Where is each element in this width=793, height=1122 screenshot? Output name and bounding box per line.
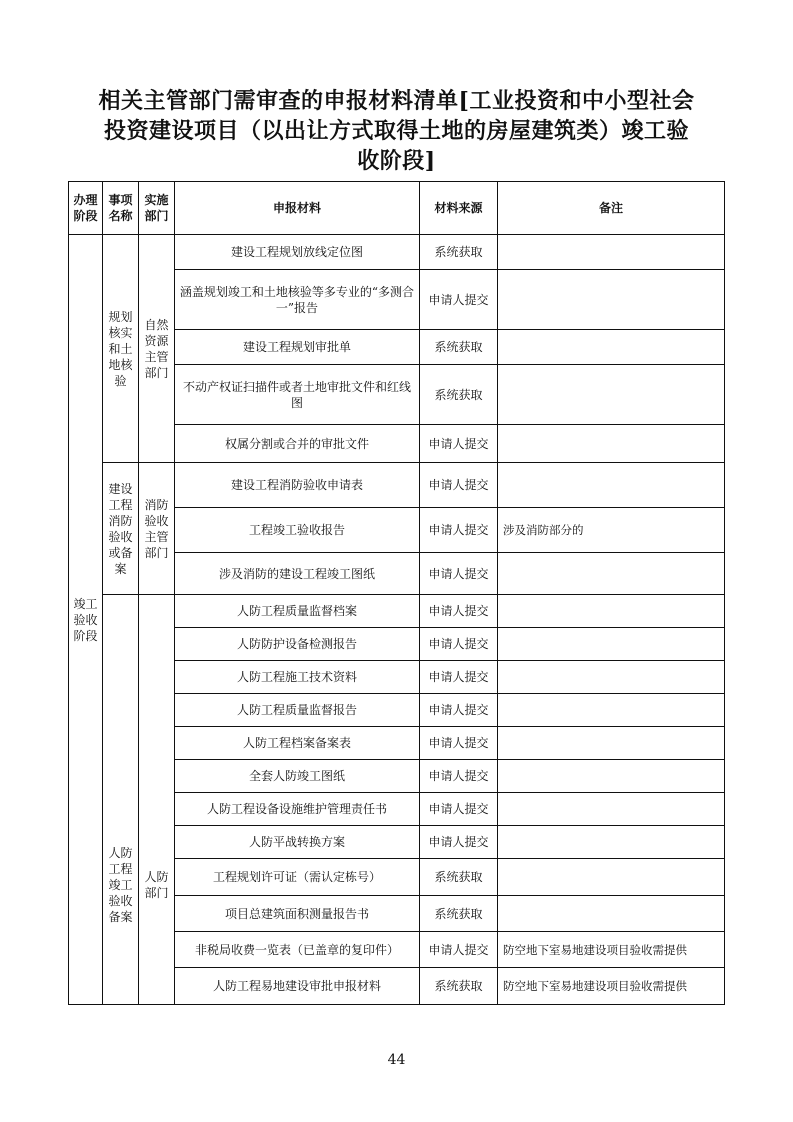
material-cell: 非税局收费一览表（已盖章的复印件） bbox=[175, 932, 420, 968]
item-name-cell-line: 或备 bbox=[108, 545, 133, 560]
source-cell: 申请人提交 bbox=[420, 628, 498, 661]
remark-cell bbox=[498, 425, 725, 463]
item-name-cell-line: 核实 bbox=[108, 325, 133, 340]
source-cell: 申请人提交 bbox=[420, 826, 498, 859]
item-name-cell-line: 竣工 bbox=[108, 877, 133, 892]
remark-cell bbox=[498, 826, 725, 859]
remark-cell bbox=[498, 694, 725, 727]
material-cell: 人防防护设备检测报告 bbox=[175, 628, 420, 661]
remark-cell bbox=[498, 793, 725, 826]
stage-cell bbox=[69, 235, 103, 1005]
dept-cell bbox=[139, 463, 175, 595]
dept-cell-line: 部门 bbox=[144, 885, 169, 900]
remark-cell bbox=[498, 760, 725, 793]
remark-cell bbox=[498, 553, 725, 595]
remark-cell: 防空地下室易地建设项目验收需提供 bbox=[498, 932, 725, 968]
dept-cell bbox=[139, 595, 175, 1005]
source-cell: 申请人提交 bbox=[420, 595, 498, 628]
material-cell: 涉及消防的建设工程竣工图纸 bbox=[175, 553, 420, 595]
source-cell: 申请人提交 bbox=[420, 508, 498, 553]
source-cell: 申请人提交 bbox=[420, 727, 498, 760]
item-name-cell-line: 验收 bbox=[108, 893, 133, 908]
dept-cell-line: 人防 bbox=[144, 869, 169, 884]
header-stage: 办理 阶段 bbox=[69, 182, 103, 235]
item-name-cell-line: 建设 bbox=[108, 481, 133, 496]
stage-cell-line: 验收 bbox=[73, 612, 98, 627]
header-item: 事项 名称 bbox=[103, 182, 139, 235]
source-cell: 申请人提交 bbox=[420, 425, 498, 463]
material-cell: 人防平战转换方案 bbox=[175, 826, 420, 859]
item-name-cell-line: 案 bbox=[114, 561, 127, 576]
item-name-cell-line: 工程 bbox=[108, 497, 133, 512]
stage-cell-line: 竣工 bbox=[73, 596, 98, 611]
source-cell: 申请人提交 bbox=[420, 760, 498, 793]
material-cell: 建设工程规划审批单 bbox=[175, 330, 420, 365]
table-row bbox=[69, 595, 725, 628]
item-name-cell bbox=[103, 463, 139, 595]
header-row bbox=[69, 182, 725, 235]
item-name-cell-line: 工程 bbox=[108, 861, 133, 876]
material-cell: 建设工程规划放线定位图 bbox=[175, 235, 420, 270]
dept-cell-line: 自然 bbox=[144, 317, 169, 332]
remark-cell bbox=[498, 727, 725, 760]
source-cell: 系统获取 bbox=[420, 859, 498, 896]
table-row bbox=[69, 235, 725, 270]
remark-cell bbox=[498, 235, 725, 270]
remark-cell bbox=[498, 661, 725, 694]
item-name-cell-line: 地核 bbox=[108, 357, 133, 372]
remark-cell bbox=[498, 896, 725, 932]
material-cell: 不动产权证扫描件或者土地审批文件和红线图 bbox=[175, 365, 420, 425]
material-cell: 人防工程易地建设审批申报材料 bbox=[175, 968, 420, 1005]
header-dept: 实施 部门 bbox=[139, 182, 175, 235]
item-name-cell-line: 验 bbox=[114, 373, 127, 388]
source-cell: 申请人提交 bbox=[420, 932, 498, 968]
material-cell: 工程竣工验收报告 bbox=[175, 508, 420, 553]
remark-cell bbox=[498, 270, 725, 330]
remark-cell bbox=[498, 859, 725, 896]
remark-cell: 防空地下室易地建设项目验收需提供 bbox=[498, 968, 725, 1005]
source-cell: 系统获取 bbox=[420, 968, 498, 1005]
materials-table bbox=[68, 181, 725, 1005]
material-cell: 权属分割或合并的审批文件 bbox=[175, 425, 420, 463]
dept-cell-line: 部门 bbox=[144, 365, 169, 380]
title-line: 相关主管部门需审查的申报材料清单[工业投资和中小型社会 bbox=[98, 88, 695, 114]
remark-cell bbox=[498, 595, 725, 628]
source-cell: 申请人提交 bbox=[420, 694, 498, 727]
header-source: 材料来源 bbox=[420, 182, 498, 235]
item-name-cell bbox=[103, 595, 139, 1005]
material-cell: 全套人防竣工图纸 bbox=[175, 760, 420, 793]
remark-cell bbox=[498, 330, 725, 365]
remark-cell bbox=[498, 365, 725, 425]
source-cell: 系统获取 bbox=[420, 235, 498, 270]
source-cell: 申请人提交 bbox=[420, 463, 498, 508]
source-cell: 系统获取 bbox=[420, 330, 498, 365]
item-name-cell-line: 和土 bbox=[108, 341, 133, 356]
remark-cell: 涉及消防部分的 bbox=[498, 508, 725, 553]
source-cell: 系统获取 bbox=[420, 896, 498, 932]
dept-cell bbox=[139, 235, 175, 463]
source-cell: 申请人提交 bbox=[420, 553, 498, 595]
item-name-cell-line: 验收 bbox=[108, 529, 133, 544]
document-title bbox=[60, 86, 733, 176]
title-line: 收阶段] bbox=[357, 148, 436, 174]
item-name-cell-line: 备案 bbox=[108, 909, 133, 924]
stage-cell-line: 阶段 bbox=[73, 628, 98, 643]
item-name-cell-line: 规划 bbox=[108, 309, 133, 324]
material-cell: 工程规划许可证（需认定栋号） bbox=[175, 859, 420, 896]
remark-cell bbox=[498, 628, 725, 661]
source-cell: 系统获取 bbox=[420, 365, 498, 425]
dept-cell-line: 验收 bbox=[144, 513, 169, 528]
material-cell: 项目总建筑面积测量报告书 bbox=[175, 896, 420, 932]
header-material: 申报材料 bbox=[175, 182, 420, 235]
item-name-cell bbox=[103, 235, 139, 463]
table-row bbox=[69, 463, 725, 508]
dept-cell-line: 主管 bbox=[144, 529, 169, 544]
source-cell: 申请人提交 bbox=[420, 661, 498, 694]
dept-cell-line: 主管 bbox=[144, 349, 169, 364]
material-cell: 涵盖规划竣工和土地核验等多专业的“多测合一”报告 bbox=[175, 270, 420, 330]
dept-cell-line: 消防 bbox=[144, 497, 169, 512]
material-cell: 人防工程质量监督档案 bbox=[175, 595, 420, 628]
remark-cell bbox=[498, 463, 725, 508]
item-name-cell-line: 消防 bbox=[108, 513, 133, 528]
title-line: 投资建设项目（以出让方式取得土地的房屋建筑类）竣工验 bbox=[103, 118, 689, 144]
header-remark: 备注 bbox=[498, 182, 725, 235]
material-cell: 人防工程设备设施维护管理责任书 bbox=[175, 793, 420, 826]
source-cell: 申请人提交 bbox=[420, 793, 498, 826]
page-number: 44 bbox=[387, 1052, 406, 1068]
material-cell: 人防工程施工技术资料 bbox=[175, 661, 420, 694]
dept-cell-line: 部门 bbox=[144, 545, 169, 560]
source-cell: 申请人提交 bbox=[420, 270, 498, 330]
material-cell: 人防工程档案备案表 bbox=[175, 727, 420, 760]
dept-cell-line: 资源 bbox=[144, 333, 169, 348]
item-name-cell-line: 人防 bbox=[108, 845, 133, 860]
material-cell: 建设工程消防验收申请表 bbox=[175, 463, 420, 508]
material-cell: 人防工程质量监督报告 bbox=[175, 694, 420, 727]
